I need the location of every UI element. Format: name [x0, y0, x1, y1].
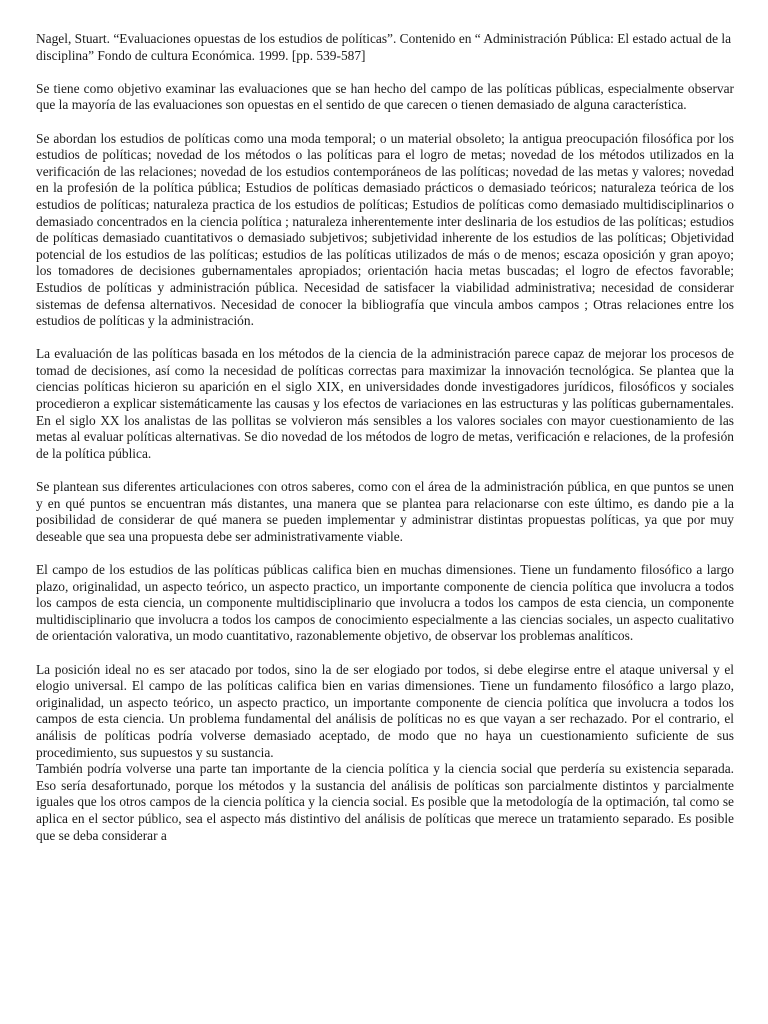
- paragraph-separate-existence: También podría volverse una parte tan importante de la ciencia política y la ciencia social que perdería su existencia separada. Eso sería desafortunado, porque los métodos y la sustancia del análisis de políticas son parcialmente distintos y parcialmente iguales que los otros campos de la ciencia política y la ciencia social. Es posible que la metodología de la optimación, tal como se aplica en el sector público, sea el aspecto más distintivo del análisis de políticas que merece un tratamiento separado. Es posible que se deba considerar a: [36, 761, 734, 843]
- document-page: [36, 31, 734, 844]
- paragraph-evaluation: La evaluación de las políticas basada en los métodos de la ciencia de la administración parece capaz de mejorar los procesos de tomad de decisiones, así como la necesidad de políticas correctas para maximizar la innovación tecnológica. Se plantea que la ciencias políticas hicieron su aparición en el siglo XIX, en universidades donde investigadores jurídicos, filosóficos y sociales procedieron a explicar sistemáticamente las causas y los efectos de variaciones en las estructuras y las políticas gubernamentales. En el siglo XX los analistas de las pollitas se volvieron más sensibles a los valores sociales con mayor cuestionamiento de las metas al evaluar políticas alternativas. Se dio novedad de los métodos de logro de metas, verificación e relaciones, de la profesión de la política pública.: [36, 346, 734, 461]
- paragraph-ideal-position: La posición ideal no es ser atacado por todos, sino la de ser elogiado por todos, si debe elegirse entre el ataque universal y el elogio universal. El campo de las políticas califica bien en varias dimensiones. Tiene un fundamento filosófico a largo plazo, originalidad, un aspecto teórico, un aspecto practico, un importante componente de ciencia política que involucra a todos los campos de esta ciencia. Un problema fundamental del análisis de políticas no es que vayan a ser rechazado. Por el contrario, el análisis de políticas podría volverse demasiado aceptado, de modo que no haya un cuestionamiento suficiente de sus procedimiento, sus supuestos y su sustancia.: [36, 661, 734, 760]
- paragraph-articulations: Se plantean sus diferentes articulaciones con otros saberes, como con el área de la administración pública, en que puntos se unen y en qué puntos se encuentran más distantes, una manera que se plantea para relacionarse con este último, es dando pie a la posibilidad de considerar de qué manera se pueden implementar y administrar distintas propuestas políticas, ya que por muy deseable que sea una propuesta debe ser administrativamente viable.: [36, 479, 734, 544]
- citation: Nagel, Stuart. “Evaluaciones opuestas de los estudios de políticas”. Contenido en “ Administración Pública: El estado actual de la disciplina” Fondo de cultura Económica. 1999. [pp. 539-587]: [36, 31, 732, 63]
- paragraph-field-dimensions: El campo de los estudios de las políticas públicas califica bien en muchas dimensiones. Tiene un fundamento filosófico a largo plazo, originalidad, un aspecto teórico, un aspecto practico, un importante componente de ciencia política que involucra a todos los campos de esta ciencia, un componente multidisciplinario que involucra a todos los campos de esta ciencia, un componente multidisciplinario que involucra a todos los campos de conocimiento especialmente a las ciencias sociales, un aspecto cualitativo de orientación valorativa, un modo cuantitativo, razonablemente objetivo, de observar los problemas analíticos.: [36, 562, 734, 644]
- paragraph-topics: Se abordan los estudios de políticas como una moda temporal; o un material obsoleto; la antigua preocupación filosófica por los estudios de políticas; novedad de los métodos o las políticas para el logro de metas; novedad de los métodos utilizados en la verificación de las relaciones; novedad de los estudios contemporáneos de las políticas; novedad de las metas y valores; novedad en la profesión de la política pública; Estudios de políticas demasiado prácticos o demasiado teóricos; naturaleza teórica de los estudios de políticas; naturaleza practica de los estudios de políticas; Estudios de políticas como demasiado multidisciplinarios o demasiado concentrados en la ciencia política ; naturaleza inherentemente inter deslinaria de los estudios de las políticas; estudios de políticas demasiado cuantitativos o demasiado subjetivos; subjetividad inherente de los estudios de las políticas; Objetividad potencial de los estudios de las políticas; estudios de las políticas utilizados de más o de menos; escaza oposición y gran apoyo; los tomadores de decisiones gubernamentales apropiados; orientación hacia metas buscadas; el logro de efectos favorable; Estudios de políticas y administración pública. Necesidad de satisfacer la viabilidad administrativa; necesidad de considerar sistemas de defensa alternativos. Necesidad de conocer la bibliografía que vincula ambos campos ; Otras relaciones entre los estudios de políticas y la administración.: [36, 130, 734, 329]
- paragraph-objective: Se tiene como objetivo examinar las evaluaciones que se han hecho del campo de las políticas públicas, especialmente observar que la mayoría de las evaluaciones son opuestas en el sentido de que carecen o tienen demasiado de alguna característica.: [36, 80, 734, 113]
